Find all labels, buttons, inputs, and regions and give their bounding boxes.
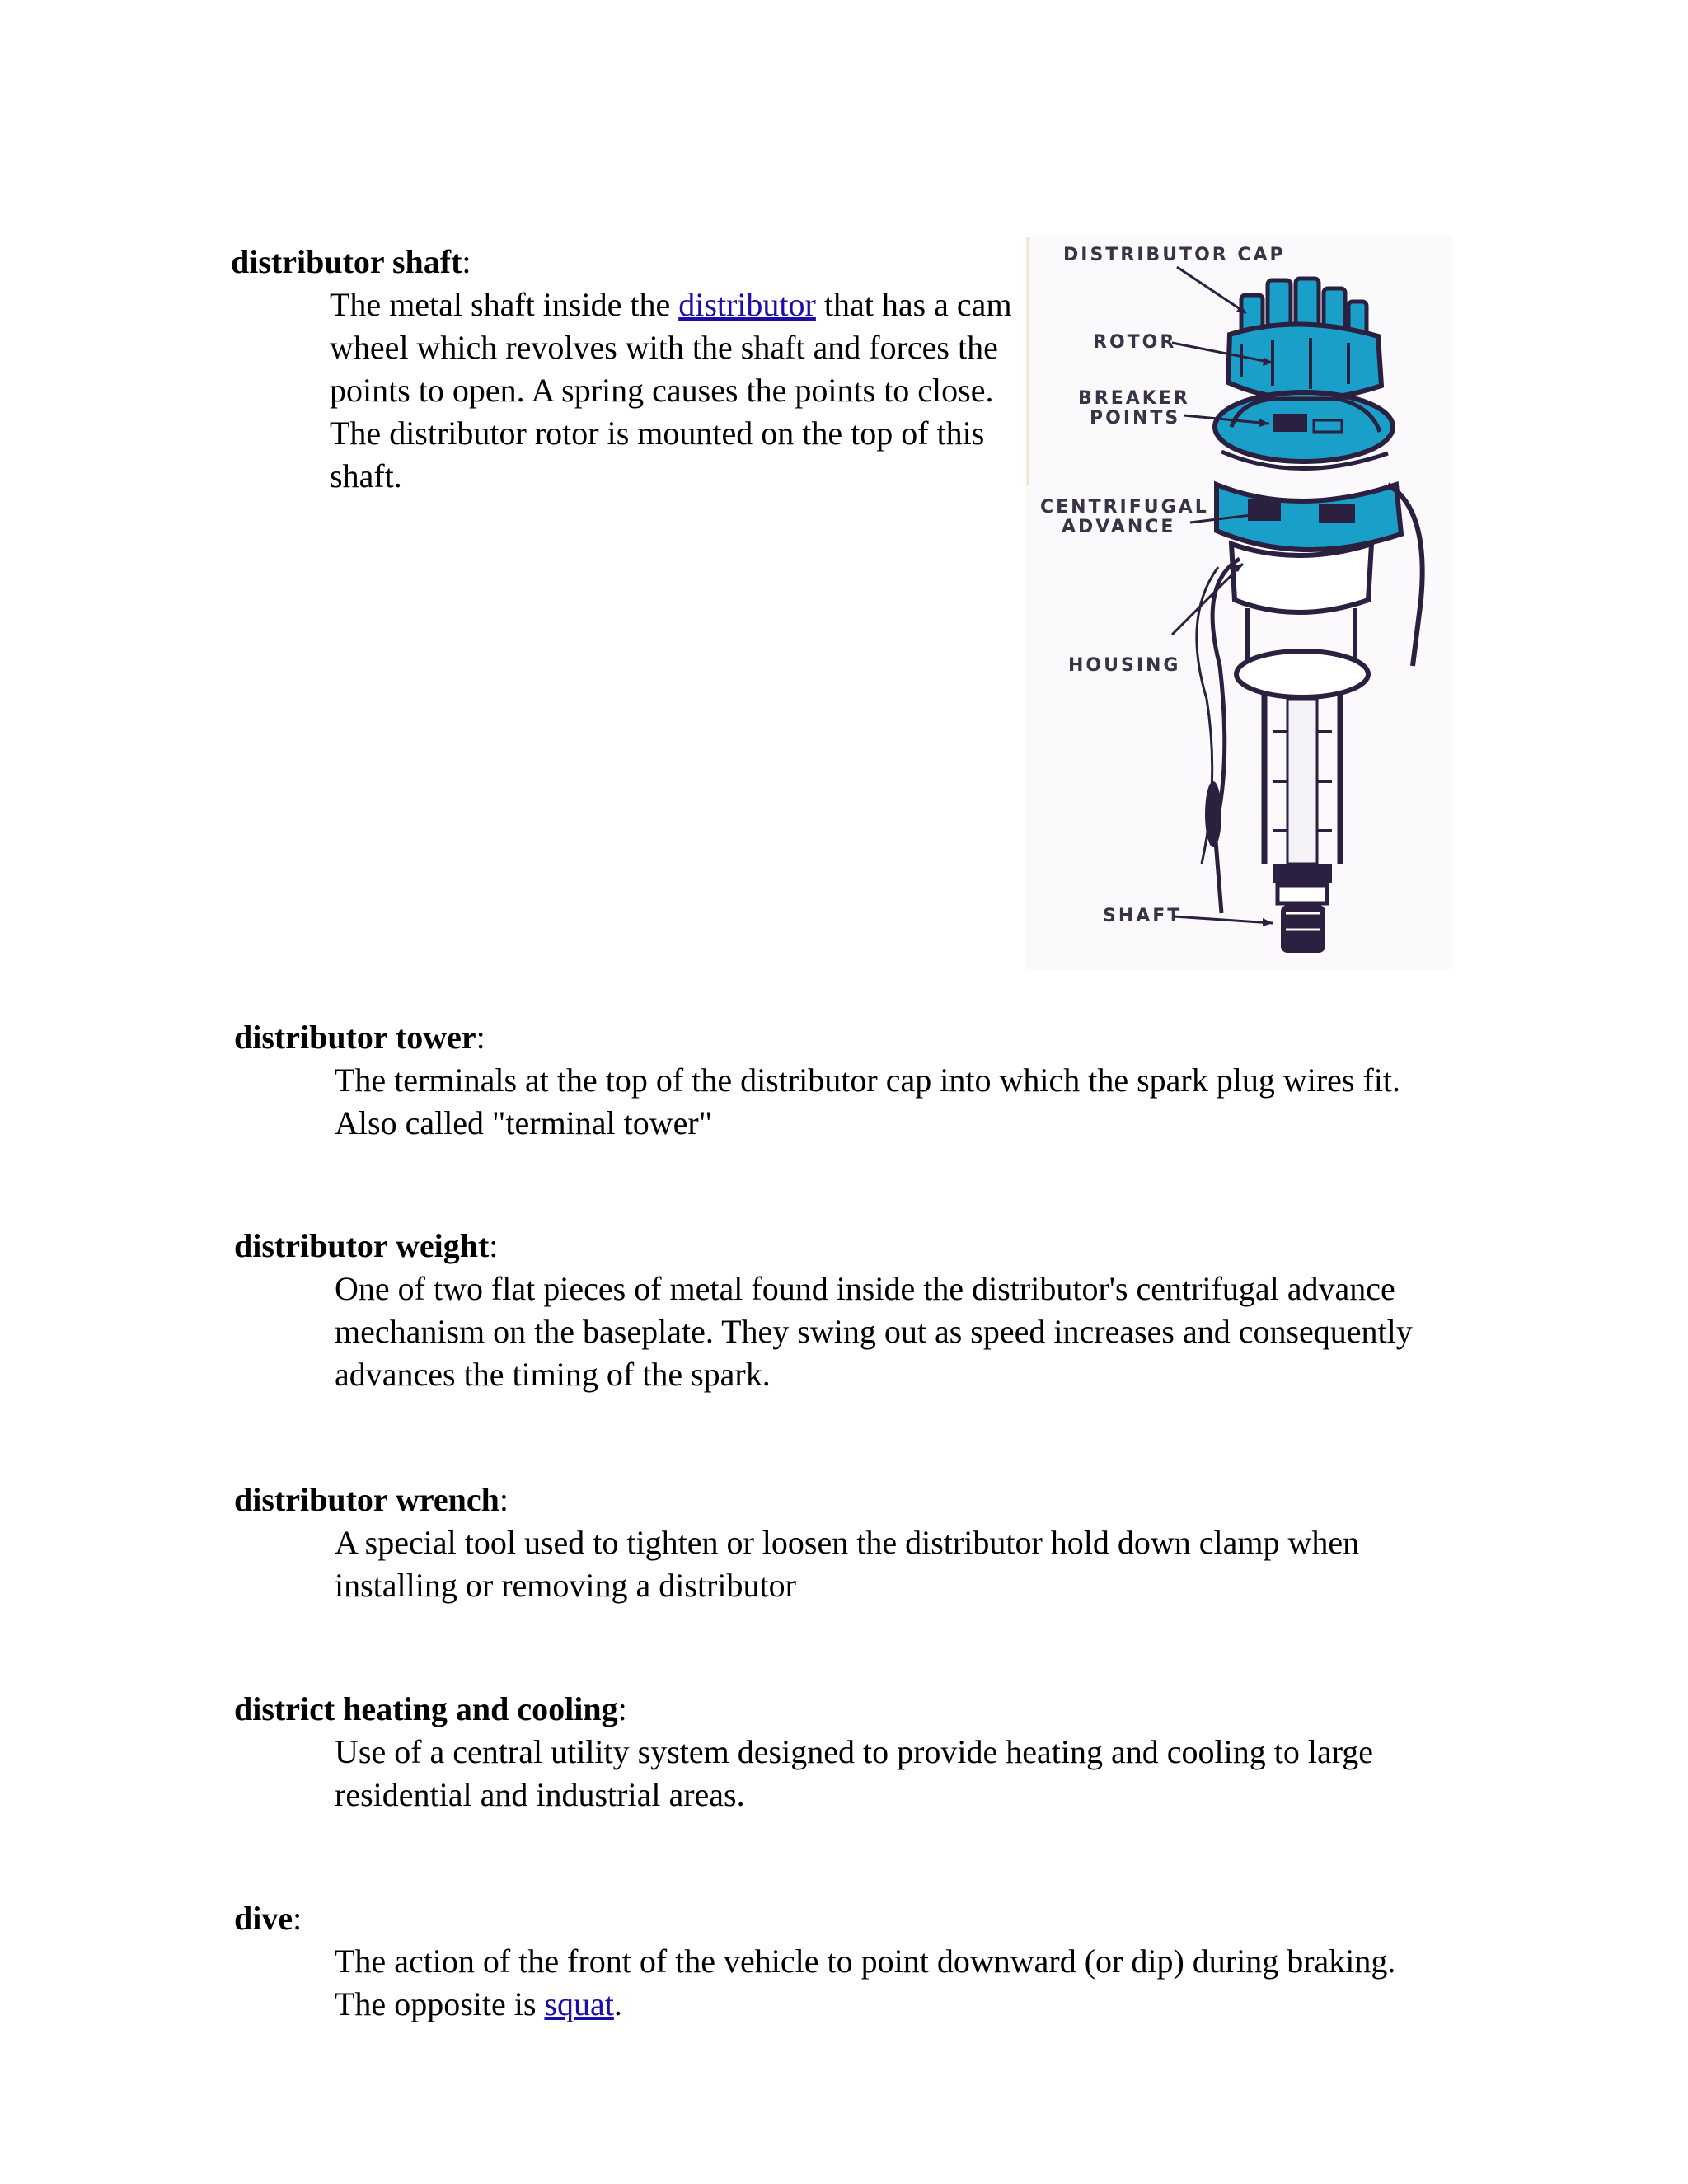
term-colon: :: [617, 1690, 627, 1727]
definition: Use of a central utility system designed to provide heating and cooling to large residential and industrial areas.: [335, 1733, 1374, 1813]
term-line: [234, 1016, 1431, 1059]
breaker-points-illustration: [1215, 392, 1393, 469]
label-points: POINTS: [1090, 408, 1181, 429]
label-breaker: BREAKER: [1078, 388, 1190, 409]
shaft-illustration: [1273, 864, 1332, 953]
label-shaft: SHAFT: [1103, 906, 1183, 926]
term: distributor wrench: [234, 1481, 499, 1518]
entry-dive: [234, 1897, 1431, 2026]
term-colon: :: [476, 1019, 485, 1056]
term: distributor shaft: [231, 243, 462, 280]
term-line: [234, 1897, 1431, 1940]
definition: [330, 284, 1014, 498]
label-housing: HOUSING: [1068, 655, 1181, 676]
term: distributor weight: [234, 1227, 490, 1264]
distributor-diagram: [1025, 237, 1451, 969]
term-colon: :: [499, 1481, 509, 1518]
distributor-cap-illustration: [1228, 279, 1381, 399]
entry-distributor-weight: [234, 1225, 1431, 1396]
housing-illustration: [1197, 544, 1372, 913]
term: district heating and cooling: [234, 1690, 618, 1727]
label-centrifugal: CENTRIFUGAL: [1040, 497, 1209, 518]
label-rotor: ROTOR: [1093, 332, 1177, 353]
term-line: [234, 1225, 1431, 1268]
term-colon: :: [489, 1227, 499, 1264]
term-colon: :: [462, 243, 471, 280]
definition-text: that has a cam wheel which revolves with the shaft and forces the points to open. A spring causes the points to close. The distributor rotor is mounted on the top of this shaft.: [330, 286, 1012, 494]
entry-distributor-tower: [234, 1016, 1431, 1145]
term-line: [234, 1479, 1431, 1521]
squat-link[interactable]: squat: [544, 1985, 614, 2022]
definition: [335, 1940, 1431, 2026]
term-line: [234, 1688, 1431, 1731]
definition: The terminals at the top of the distributor cap into which the spark plug wires fit. Also called "terminal tower": [335, 1062, 1401, 1141]
definition: A special tool used to tighten or loosen the distributor hold down clamp when installing or removing a distributor: [335, 1524, 1360, 1604]
entry-distributor-shaft: [231, 241, 1014, 498]
term-line: [231, 241, 1014, 284]
term: dive: [234, 1900, 293, 1937]
distributor-link[interactable]: distributor: [678, 286, 816, 323]
definition-text: The metal shaft inside the: [330, 286, 679, 323]
entry-district-heating-and-cooling: [234, 1688, 1431, 1816]
definition-text: The action of the front of the vehicle to point downward (or dip) during braking. The opposite is: [335, 1943, 1396, 2022]
term-colon: :: [293, 1900, 302, 1937]
entry-distributor-wrench: [234, 1479, 1431, 1607]
definition-text: .: [613, 1985, 622, 2022]
label-advance: ADVANCE: [1062, 517, 1176, 537]
label-distributor-cap: DISTRIBUTOR CAP: [1063, 245, 1286, 265]
term: distributor tower: [234, 1019, 476, 1056]
definition: One of two flat pieces of metal found inside the distributor's centrifugal advance mechanism on the baseplate. They swing out as speed increases and consequently advances the timing of the spark.: [335, 1270, 1413, 1393]
